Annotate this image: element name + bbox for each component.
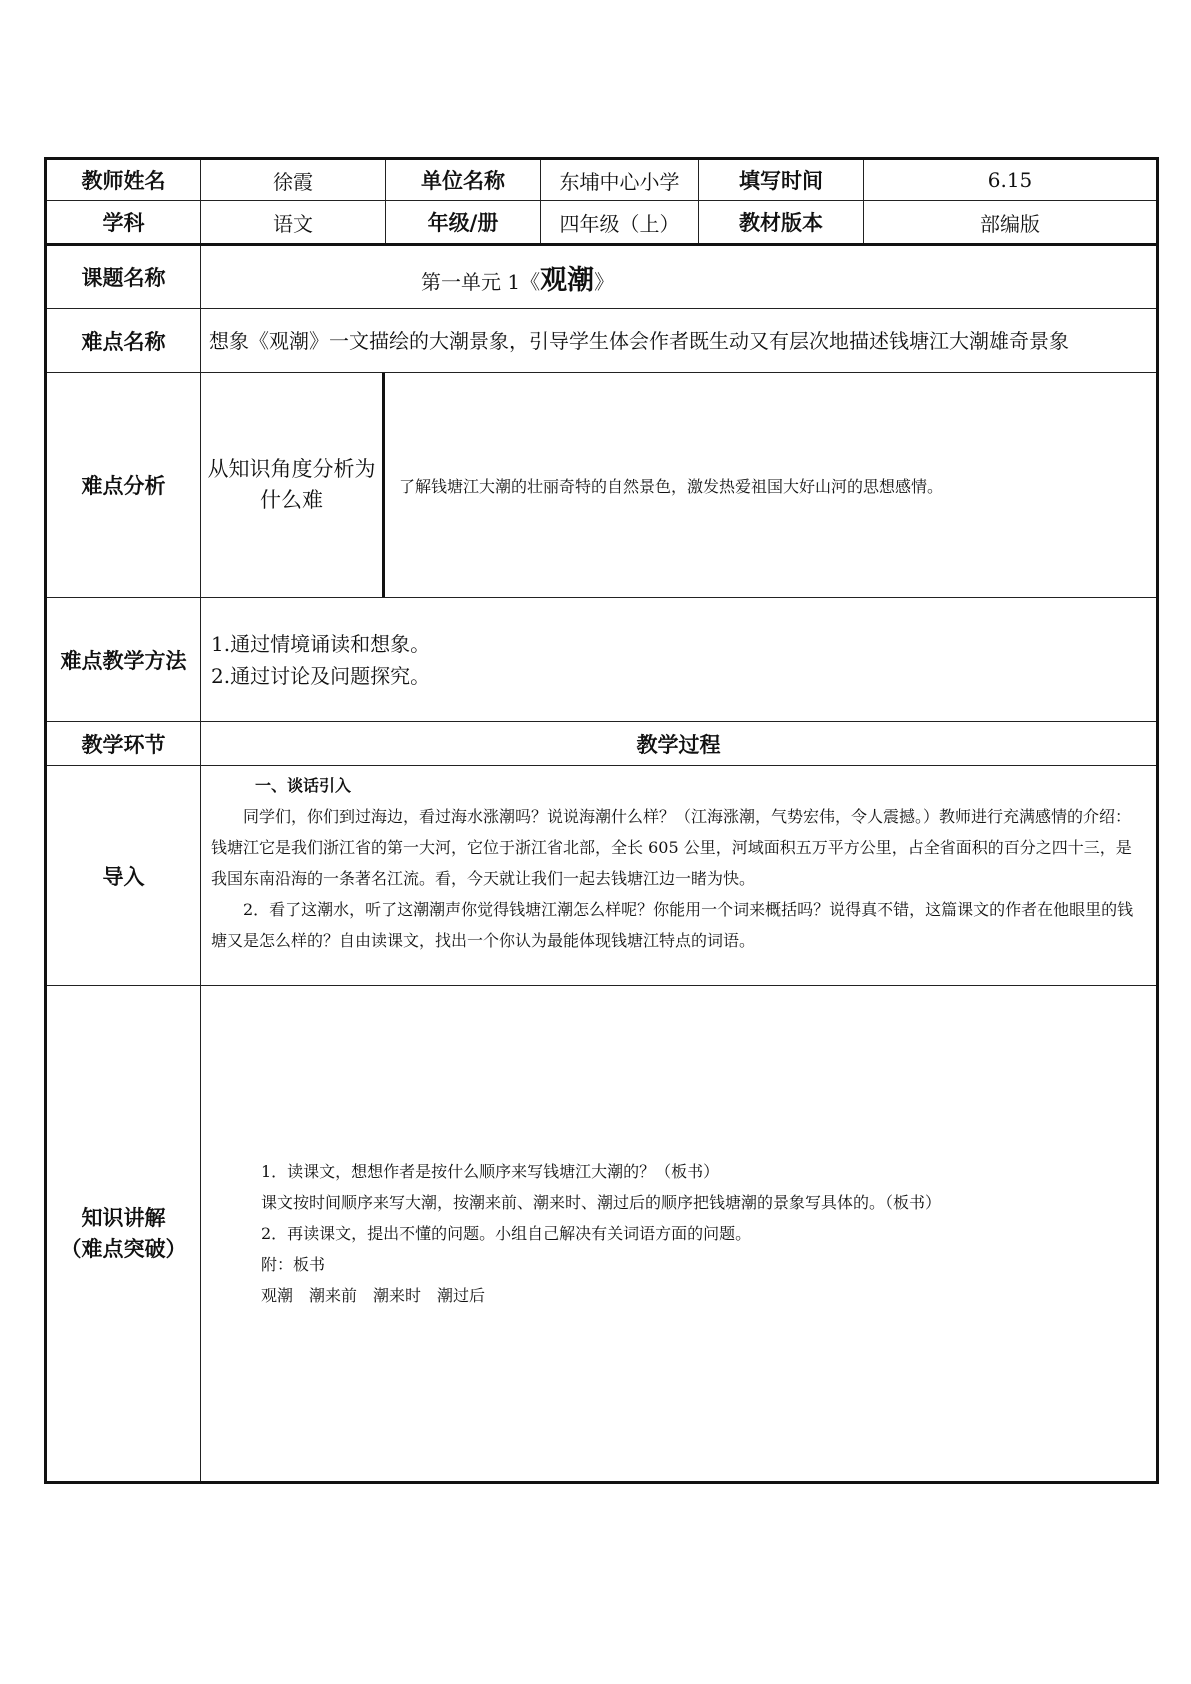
unit-name-value: 东埔中心小学 — [541, 159, 699, 201]
method-item-2: 2.通过讨论及问题探究。 — [211, 663, 431, 688]
analysis-sub-label: 从知识角度分析为什么难 — [201, 373, 385, 597]
intro-row — [46, 766, 1158, 986]
edition-value: 部编版 — [864, 201, 1158, 245]
intro-label: 导入 — [46, 766, 201, 986]
header-row-2 — [46, 201, 1158, 245]
knowledge-line-4: 附：板书 — [261, 1255, 326, 1274]
knowledge-line-5: 观潮 潮来前 潮来时 潮过后 — [261, 1286, 486, 1305]
grade-value: 四年级（上） — [541, 201, 699, 245]
process-header-row — [46, 722, 1158, 766]
teacher-name-value: 徐霞 — [201, 159, 386, 201]
difficulty-text: 想象《观潮》一文描绘的大潮景象，引导学生体会作者既生动又有层次地描述钱塘江大潮雄奇景象 — [201, 309, 1158, 373]
intro-paragraph-2: 2．看了这潮水，听了这潮潮声你觉得钱塘江潮怎么样呢？你能用一个词来概括吗？说得真不错，这篇课文的作者在他眼里的钱塘又是怎么样的？自由读课文，找出一个你认为最能体现钱塘江特点的词语。 — [211, 900, 1134, 950]
method-row — [46, 598, 1158, 722]
method-label: 难点教学方法 — [46, 598, 201, 722]
intro-paragraph-1: 同学们，你们到过海边，看过海水涨潮吗？说说海潮什么样？（江海涨潮，气势宏伟，令人震撼。）教师进行充满感情的介绍：钱塘江它是我们浙江省的第一大河，它位于浙江省北部，全长 605 公里，河域面积五万平方公里，占全省面积的百分之四十三，是我国东南沿海的一条著名江流。看，今天就让我们一起去钱塘江边一睹为快。 — [211, 807, 1132, 888]
analysis-label: 难点分析 — [46, 373, 201, 598]
stage-label: 教学环节 — [46, 722, 201, 766]
lesson-plan-form — [44, 157, 1156, 1484]
topic-label: 课题名称 — [46, 245, 201, 309]
knowledge-line-2: 课文按时间顺序来写大潮，按潮来前、潮来时、潮过后的顺序把钱塘潮的景象写具体的。（板书） — [261, 1193, 942, 1212]
intro-heading: 一、谈话引入 — [255, 776, 352, 795]
topic-value — [201, 245, 1158, 309]
knowledge-line-3: 2．再读课文，提出不懂的问题。小组自己解决有关词语方面的问题。 — [261, 1224, 752, 1243]
topic-row — [46, 245, 1158, 309]
analysis-text: 了解钱塘江大潮的壮丽奇特的自然景色，激发热爱祖国大好山河的思想感情。 — [399, 476, 944, 496]
method-item-1: 1.通过情境诵读和想象。 — [211, 631, 431, 656]
knowledge-line-1: 1．读课文，想想作者是按什么顺序来写钱塘江大潮的？（板书） — [261, 1162, 720, 1181]
intro-content — [201, 766, 1158, 986]
topic-prefix: 第一单元 1《 — [421, 269, 541, 294]
analysis-inner — [201, 373, 1156, 597]
difficulty-label: 难点名称 — [46, 309, 201, 373]
fill-date-label: 填写时间 — [699, 159, 864, 201]
topic-title: 观潮 — [540, 264, 595, 296]
knowledge-label-line-1: 知识讲解 — [81, 1205, 166, 1230]
knowledge-label — [46, 986, 201, 1483]
subject-label: 学科 — [46, 201, 201, 245]
fill-date-value: 6.15 — [864, 159, 1158, 201]
edition-label: 教材版本 — [699, 201, 864, 245]
process-label: 教学过程 — [201, 722, 1158, 766]
knowledge-label-line-2: （难点突破） — [60, 1236, 187, 1261]
header-row-1 — [46, 159, 1158, 201]
grade-label: 年级/册 — [386, 201, 541, 245]
method-content — [201, 598, 1158, 722]
unit-name-label: 单位名称 — [386, 159, 541, 201]
difficulty-row — [46, 309, 1158, 373]
analysis-content — [201, 373, 1158, 598]
lesson-plan-table — [44, 157, 1159, 1484]
knowledge-content — [201, 986, 1158, 1483]
teacher-name-label: 教师姓名 — [46, 159, 201, 201]
analysis-row — [46, 373, 1158, 598]
subject-value: 语文 — [201, 201, 386, 245]
topic-suffix: 》 — [594, 269, 615, 294]
knowledge-row — [46, 986, 1158, 1483]
